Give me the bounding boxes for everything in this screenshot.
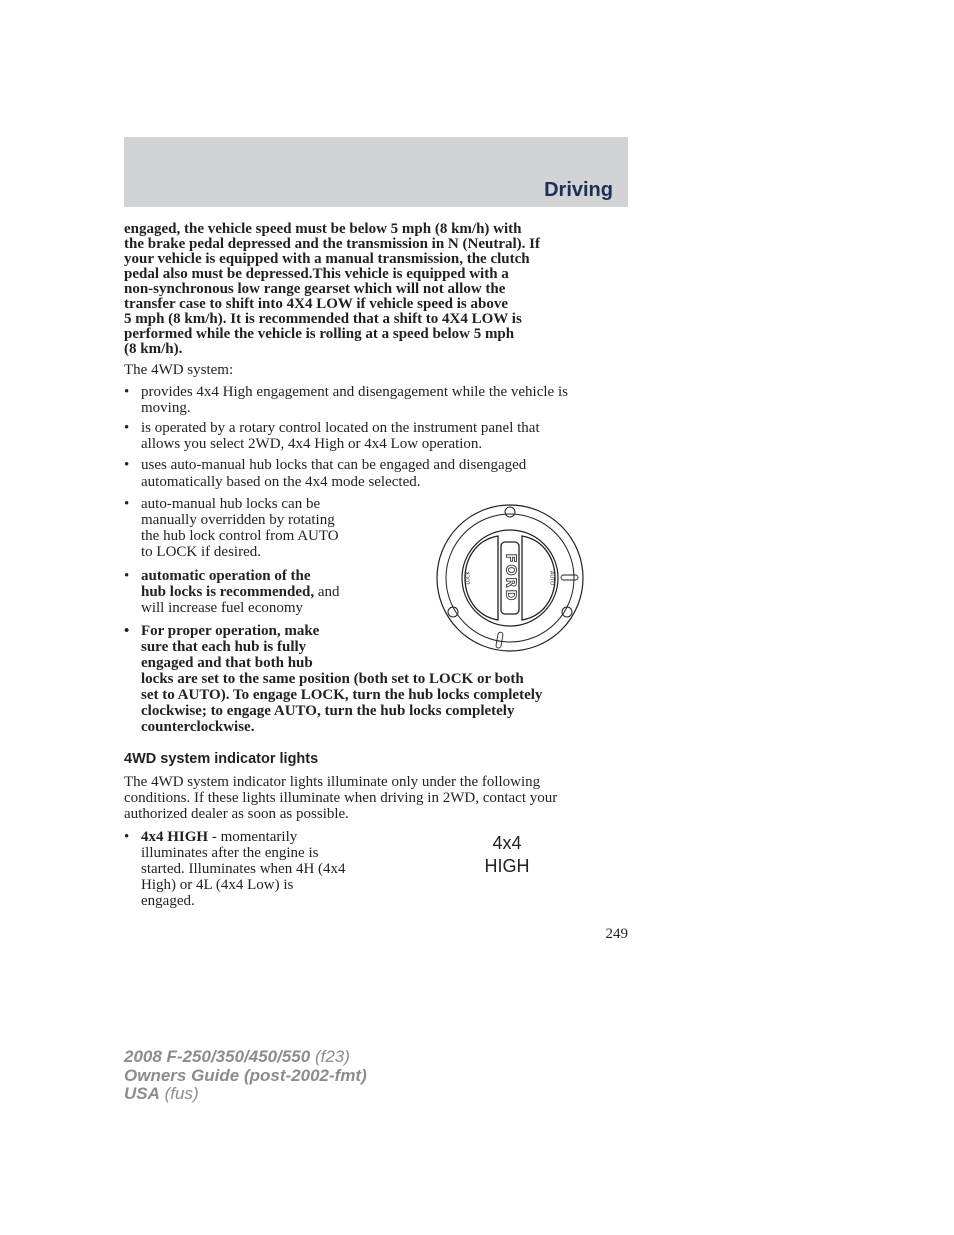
hub-indicator-mark	[496, 632, 504, 649]
text-line	[141, 584, 340, 600]
text-line: 5 mph (8 km/h). It is recommended that a shift to 4X4 LOW is	[124, 311, 522, 327]
text-line: engaged.	[141, 893, 195, 909]
page-number: 249	[605, 926, 628, 942]
footer-guide: Owners Guide (post-2002-fmt)	[124, 1065, 367, 1085]
text-line: automatically based on the 4x4 mode selected.	[141, 474, 421, 490]
text-line: the hub lock control from AUTO	[141, 528, 339, 544]
bold-phrase: 4x4 HIGH	[141, 829, 209, 845]
hub-bolt	[448, 607, 458, 617]
footer-line	[124, 1067, 367, 1086]
indicator-line: HIGH	[484, 856, 530, 876]
text-line: manually overridden by rotating	[141, 512, 335, 528]
footer-market-code: (fus)	[159, 1084, 199, 1103]
footer-line	[124, 1048, 367, 1067]
system-intro: The 4WD system:	[124, 362, 234, 378]
hub-bolt	[505, 507, 515, 517]
footer-code: (f23)	[310, 1047, 350, 1066]
indicator-line: 4x4	[492, 833, 522, 853]
hub-lock-diagram	[435, 502, 585, 654]
text-line: locks are set to the same position (both set to LOCK or both	[141, 671, 524, 687]
text-line: is operated by a rotary control located on the instrument panel that	[141, 420, 540, 436]
text-line: performed while the vehicle is rolling at a speed below 5 mph	[124, 326, 515, 342]
text-line: automatic operation of the	[141, 568, 311, 584]
text-span: - momentarily	[208, 829, 298, 845]
text-line: started. Illuminates when 4H (4x4	[141, 861, 346, 877]
hub-bolt	[562, 607, 572, 617]
hub-brand: FORD	[502, 553, 518, 603]
text-line: moving.	[141, 400, 191, 416]
footer-line	[124, 1085, 367, 1104]
text-line: uses auto-manual hub locks that can be engaged and disengaged	[141, 457, 527, 473]
text-line: illuminates after the engine is	[141, 845, 319, 861]
hub-indicator-mark	[561, 575, 578, 580]
header-band	[124, 137, 628, 207]
text-line: engaged, the vehicle speed must be below 5 mph (8 km/h) with	[124, 221, 522, 237]
hub-auto-label: AUTO	[548, 570, 555, 586]
text-line: non-synchronous low range gearset which will not allow the	[124, 281, 506, 297]
text-span: and	[314, 584, 340, 600]
text-line: authorized dealer as soon as possible.	[124, 806, 349, 822]
hub-lock-label: LOCK	[465, 571, 472, 585]
text-line: conditions. If these lights illuminate when driving in 2WD, contact your	[124, 790, 558, 806]
text-line: allows you select 2WD, 4x4 High or 4x4 Low operation.	[141, 436, 483, 452]
text-line: clockwise; to engage AUTO, turn the hub locks completely	[141, 703, 515, 719]
section-title: Driving	[544, 179, 613, 201]
text-line: The 4WD system indicator lights illuminate only under the following	[124, 774, 541, 790]
section-heading: 4WD system indicator lights	[124, 751, 319, 767]
text-line: to LOCK if desired.	[141, 544, 261, 560]
text-line: For proper operation, make	[141, 623, 320, 639]
4x4-high-indicator-symbol	[470, 832, 544, 878]
text-line: provides 4x4 High engagement and disengagement while the vehicle is	[141, 384, 568, 400]
text-line: engaged and that both hub	[141, 655, 313, 671]
text-line: your vehicle is equipped with a manual transmission, the clutch	[124, 251, 530, 267]
text-line: (8 km/h).	[124, 341, 183, 357]
intro-paragraph	[124, 222, 634, 357]
text-line: the brake pedal depressed and the transmission in N (Neutral). If	[124, 236, 540, 252]
bold-phrase: hub locks is recommended,	[141, 584, 315, 600]
text-line: set to AUTO). To engage LOCK, turn the hub locks completely	[141, 687, 543, 703]
text-line: transfer case to shift into 4X4 LOW if vehicle speed is above	[124, 296, 509, 312]
text-line: High) or 4L (4x4 Low) is	[141, 877, 294, 893]
footer-model: 2008 F-250/350/450/550	[124, 1047, 311, 1066]
text-line: will increase fuel economy	[141, 600, 304, 616]
text-line: sure that each hub is fully	[141, 639, 307, 655]
text-line: counterclockwise.	[141, 719, 255, 735]
footer-market: USA	[124, 1084, 160, 1103]
text-line: pedal also must be depressed.This vehicle is equipped with a	[124, 266, 509, 282]
text-line: auto-manual hub locks can be	[141, 496, 321, 512]
document-footer	[124, 1048, 367, 1104]
text-line	[141, 829, 346, 845]
indicator-paragraph	[124, 774, 634, 822]
